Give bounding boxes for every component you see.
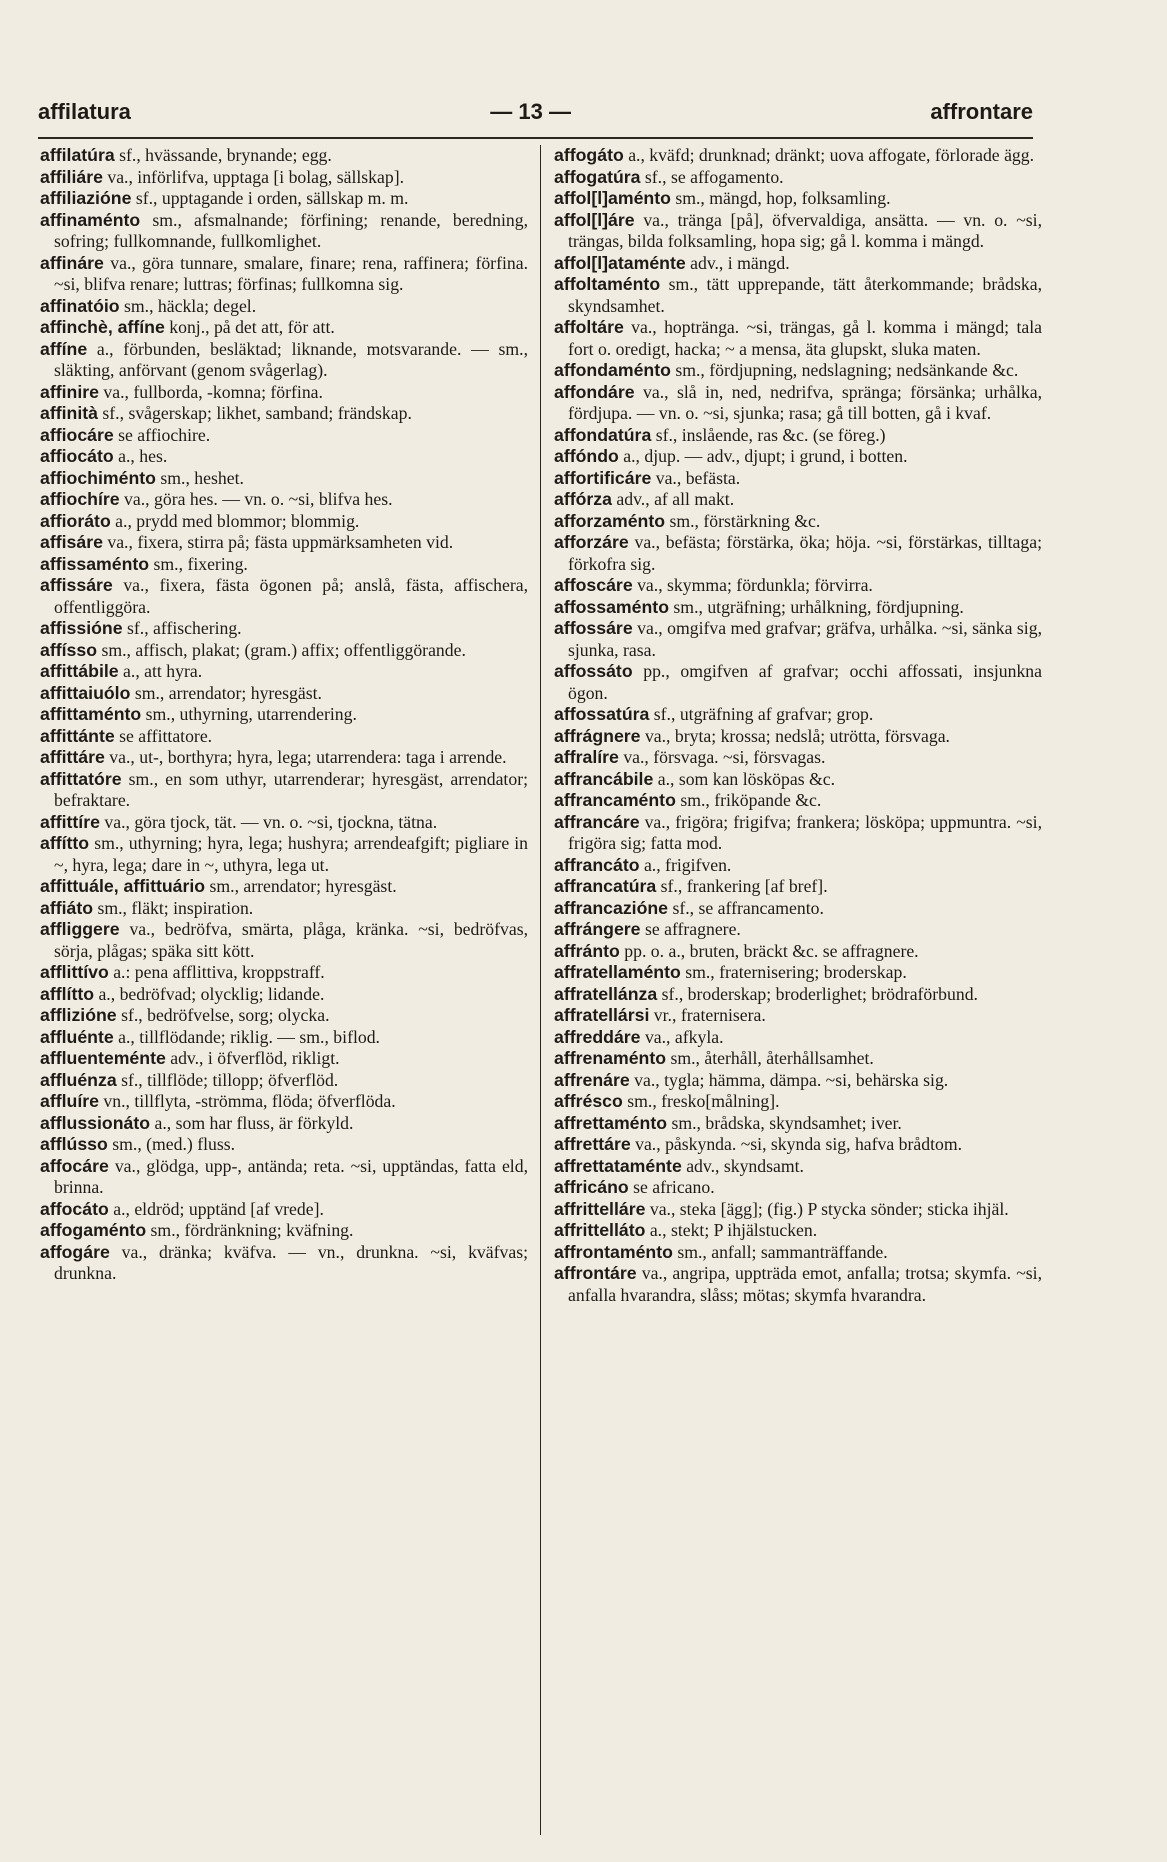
entry-headword: affrángere bbox=[554, 919, 641, 939]
dictionary-entry bbox=[554, 1242, 1042, 1264]
entry-headword: affinaménto bbox=[40, 209, 141, 230]
running-header bbox=[38, 92, 1033, 132]
entry-definition: va., försvaga. ~si, försvagas. bbox=[618, 747, 826, 767]
entry-headword: affinità bbox=[40, 403, 98, 423]
entry-definition: va., bryta; krossa; nedslå; utrötta, försvaga. bbox=[640, 725, 950, 746]
entry-headword: affocáto bbox=[40, 1198, 109, 1219]
entry-headword: affittábile bbox=[40, 661, 119, 681]
dictionary-entry bbox=[554, 941, 1042, 963]
entry-definition: a., stekt; P ihjälstucken. bbox=[645, 1220, 818, 1240]
entry-definition: a., eldröd; upptänd [af vrede]. bbox=[108, 1198, 324, 1219]
dictionary-entry bbox=[40, 575, 528, 618]
entry-headword: affogatúra bbox=[554, 166, 641, 187]
entry-definition: va., omgifva med grafvar; gräfva, urhålka. ~si, sänka sig, sjunka, rasa. bbox=[568, 618, 1042, 660]
entry-definition: sm., affisch, plakat; (gram.) affix; offentliggörande. bbox=[97, 639, 466, 660]
dictionary-entry bbox=[40, 726, 528, 748]
entry-definition: sm., fördränkning; kväfning. bbox=[146, 1220, 354, 1240]
entry-definition: va., befästa. bbox=[651, 467, 741, 488]
entry-definition: sf., affischering. bbox=[122, 618, 242, 638]
dictionary-entry bbox=[554, 984, 1042, 1006]
entry-headword: affluénza bbox=[40, 1069, 117, 1090]
entry-definition: se affragnere. bbox=[640, 919, 741, 939]
dictionary-entry bbox=[40, 339, 528, 382]
entry-definition: va., göra tunnare, smalare, finare; rena, raffinera; förfina. ~si, blifva renare; luttras; förfinas; fullkomna sig. bbox=[54, 252, 528, 294]
entry-headword: affittatóre bbox=[40, 768, 122, 789]
entry-headword: affrittelláto bbox=[554, 1220, 646, 1240]
dictionary-entry bbox=[554, 1113, 1042, 1135]
dictionary-entry bbox=[554, 1177, 1042, 1199]
entry-headword: affíne bbox=[40, 338, 88, 359]
entry-headword: affrettataménte bbox=[554, 1155, 682, 1176]
dictionary-entry bbox=[554, 1263, 1042, 1306]
dictionary-entry bbox=[40, 468, 528, 490]
dictionary-entry bbox=[554, 962, 1042, 984]
dictionary-entry bbox=[554, 188, 1042, 210]
entry-definition: sm., afsmalnande; förfining; renande, beredning, sofring; fullkomnande, fullkomlighet. bbox=[54, 209, 528, 251]
entry-definition: a., att hyra. bbox=[118, 661, 203, 681]
entry-definition: sf., se affrancamento. bbox=[668, 897, 824, 918]
entry-definition: sf., broderskap; broderlighet; brödraförbund. bbox=[657, 983, 978, 1004]
entry-headword: affogaménto bbox=[40, 1220, 147, 1240]
entry-headword: affrontaménto bbox=[554, 1241, 673, 1262]
entry-definition: sm., friköpande &c. bbox=[675, 790, 822, 810]
dictionary-entry bbox=[554, 425, 1042, 447]
dictionary-entry bbox=[40, 1134, 528, 1156]
dictionary-entry bbox=[40, 382, 528, 404]
dictionary-entry bbox=[554, 317, 1042, 360]
entry-definition: va., påskynda. ~si, skynda sig, hafva brådtom. bbox=[630, 1134, 963, 1154]
entry-definition: sm., utgräfning; urhålkning, fördjupning. bbox=[669, 596, 964, 617]
dictionary-entry bbox=[40, 1220, 528, 1242]
entry-headword: affrésco bbox=[554, 1091, 623, 1111]
entry-headword: affossaménto bbox=[554, 596, 669, 617]
entry-headword: affossáto bbox=[554, 661, 633, 681]
dictionary-entry bbox=[40, 188, 528, 210]
dictionary-entry bbox=[554, 446, 1042, 468]
entry-definition: sm., anfall; sammanträffande. bbox=[672, 1241, 888, 1262]
dictionary-entry bbox=[554, 511, 1042, 533]
entry-headword: affratellaménto bbox=[554, 962, 681, 982]
entry-headword: affol[l]ataménte bbox=[554, 252, 686, 273]
dictionary-entry bbox=[554, 898, 1042, 920]
entry-definition: sf., frankering [af bref]. bbox=[656, 876, 828, 896]
entry-definition: pp. o. a., bruten, bräckt &c. se affragnere. bbox=[619, 940, 919, 961]
entry-definition: sf., bedröfvelse, sorg; olycka. bbox=[116, 1005, 330, 1025]
dictionary-entry bbox=[40, 1242, 528, 1285]
entry-headword: affondáre bbox=[554, 381, 635, 402]
entry-headword: affoltáre bbox=[554, 317, 624, 337]
entry-definition: a., prydd med blommor; blommig. bbox=[110, 510, 360, 531]
entry-headword: affiochíre bbox=[40, 489, 120, 509]
dictionary-entry bbox=[554, 382, 1042, 425]
entry-headword: affiliáre bbox=[40, 166, 103, 187]
dictionary-entry bbox=[40, 1005, 528, 1027]
entry-headword: affol[l]áre bbox=[554, 209, 635, 230]
entry-headword: affinire bbox=[40, 381, 99, 402]
entry-headword: affluíre bbox=[40, 1091, 99, 1111]
entry-definition: sm., fixering. bbox=[149, 553, 248, 574]
dictionary-entry bbox=[40, 661, 528, 683]
dictionary-entry bbox=[554, 274, 1042, 317]
entry-headword: affortificáre bbox=[554, 467, 652, 488]
dictionary-entry bbox=[40, 1091, 528, 1113]
entry-headword: afforzaménto bbox=[554, 510, 666, 531]
entry-definition: sm., tätt upprepande, tätt återkommande; brådska, skyndsamhet. bbox=[568, 274, 1042, 316]
entry-definition: sf., tillflöde; tillopp; öfverflöd. bbox=[116, 1069, 339, 1090]
entry-definition: konj., på det att, för att. bbox=[164, 317, 335, 337]
entry-definition: a., förbunden, besläktad; liknande, motsvarande. — sm., släkting, anförvant (genom svågerlag). bbox=[54, 338, 528, 380]
header-left-guideword: affilatura bbox=[38, 99, 131, 124]
entry-definition: va., steka [ägg]; (fig.) P stycka sönder; sticka ihjäl. bbox=[645, 1198, 1009, 1219]
entry-headword: affratellánza bbox=[554, 983, 658, 1004]
dictionary-entry bbox=[554, 597, 1042, 619]
entry-definition: sm., (med.) fluss. bbox=[107, 1134, 236, 1154]
entry-headword: affissióne bbox=[40, 618, 123, 638]
dictionary-entry bbox=[40, 403, 528, 425]
entry-headword: affittíre bbox=[40, 811, 100, 832]
entry-definition: a., djup. — adv., djupt; i grund, i botten. bbox=[618, 446, 908, 466]
entry-headword: affrancazióne bbox=[554, 897, 669, 918]
dictionary-entry bbox=[554, 704, 1042, 726]
entry-definition: sm., häckla; degel. bbox=[119, 295, 257, 316]
entry-definition: va., göra tjock, tät. — vn. o. ~si, tjockna, tätna. bbox=[99, 811, 438, 832]
entry-headword: affralíre bbox=[554, 747, 619, 767]
entry-definition: va., ut-, borthyra; hyra, lega; utarrendera: taga i arrende. bbox=[104, 747, 507, 767]
dictionary-entry bbox=[554, 1220, 1042, 1242]
entry-definition: va., dränka; kväfva. — vn., drunkna. ~si, kväfvas; drunkna. bbox=[54, 1241, 528, 1283]
entry-definition: va., fixera, stirra på; fästa uppmärksamheten vid. bbox=[102, 532, 454, 552]
entry-definition: va., slå in, ned, nedrifva, spränga; försänka; urhålka, fördjupa. — vn. o. ~si, sjunka; rasa; gå till botten, gå i kvaf. bbox=[568, 381, 1042, 423]
entry-definition: sf., hvässande, brynande; egg. bbox=[114, 145, 332, 165]
dictionary-entry bbox=[554, 1005, 1042, 1027]
entry-definition: se africano. bbox=[628, 1177, 715, 1197]
dictionary-entry bbox=[554, 253, 1042, 275]
dictionary-entry bbox=[40, 876, 528, 898]
entry-headword: affoscáre bbox=[554, 575, 633, 595]
entry-headword: affóndo bbox=[554, 446, 619, 466]
left-column bbox=[40, 145, 528, 1835]
entry-definition: se affiochire. bbox=[113, 424, 211, 445]
dictionary-entry bbox=[40, 1070, 528, 1092]
dictionary-entry bbox=[40, 425, 528, 447]
entry-definition: a.: pena afflittiva, kroppstraff. bbox=[108, 962, 325, 982]
entry-definition: adv., af all makt. bbox=[612, 489, 735, 509]
entry-definition: vr., fraternisera. bbox=[649, 1005, 766, 1025]
dictionary-entry bbox=[554, 1134, 1042, 1156]
entry-headword: affinchè, affíne bbox=[40, 317, 165, 337]
entry-definition: a., tillflödande; riklig. — sm., biflod. bbox=[113, 1026, 380, 1047]
entry-headword: affreddáre bbox=[554, 1026, 641, 1047]
entry-definition: va., skymma; fördunkla; förvirra. bbox=[632, 575, 873, 595]
entry-headword: affissaménto bbox=[40, 553, 150, 574]
dictionary-entry bbox=[554, 1199, 1042, 1221]
entry-definition: adv., i mängd. bbox=[685, 252, 790, 273]
entry-definition: vn., tillflyta, -strömma, flöda; öfverflöda. bbox=[98, 1091, 396, 1111]
dictionary-entry bbox=[40, 962, 528, 984]
entry-definition: sm., arrendator; hyresgäst. bbox=[205, 876, 397, 896]
entry-headword: affissáre bbox=[40, 575, 113, 595]
entry-headword: affórza bbox=[554, 489, 612, 509]
entry-definition: sf., svågerskap; likhet, samband; frändskap. bbox=[97, 403, 412, 423]
dictionary-entry bbox=[554, 790, 1042, 812]
entry-headword: affináre bbox=[40, 252, 104, 273]
entry-definition: va., bedröfva, smärta, plåga, kränka. ~si, bedröfvas, sörja, plågas; späka sitt kött. bbox=[54, 919, 528, 961]
entry-definition: adv., skyndsamt. bbox=[681, 1155, 804, 1176]
dictionary-entry bbox=[40, 253, 528, 296]
dictionary-entry bbox=[554, 360, 1042, 382]
entry-headword: affittánte bbox=[40, 725, 115, 746]
entry-definition: sm., fläkt; inspiration. bbox=[93, 897, 254, 918]
entry-headword: affliggere bbox=[40, 919, 120, 939]
entry-headword: affrancaménto bbox=[554, 790, 676, 810]
entry-definition: va., angripa, uppträda emot, anfalla; trotsa; skymfa. ~si, anfalla hvarandra, slåss; mötas; skymfa hvarandra. bbox=[568, 1263, 1042, 1305]
entry-definition: a., som kan lösköpas &c. bbox=[653, 768, 836, 789]
entry-headword: affrenaménto bbox=[554, 1048, 667, 1068]
dictionary-entry bbox=[554, 1070, 1042, 1092]
entry-headword: affittaménto bbox=[40, 704, 142, 724]
page-number: — 13 — bbox=[490, 99, 571, 124]
entry-definition: sf., utgräfning af grafvar; grop. bbox=[649, 704, 874, 724]
dictionary-entry bbox=[554, 167, 1042, 189]
entry-definition: sm., återhåll, återhållsamhet. bbox=[666, 1048, 874, 1068]
entry-headword: affiochiménto bbox=[40, 467, 156, 488]
dictionary-entry bbox=[40, 317, 528, 339]
entry-definition: va., hopträngа. ~si, trängas, gå l. komma i mängd; tala fort o. oredigt, hacka; ~ a mensa, äta glupskt, sluka maten. bbox=[568, 317, 1042, 359]
dictionary-entry bbox=[40, 919, 528, 962]
entry-headword: affránto bbox=[554, 940, 620, 961]
entry-definition: sf., inslående, ras &c. (se föreg.) bbox=[651, 424, 886, 445]
entry-definition: sm., förstärkning &c. bbox=[665, 510, 821, 531]
dictionary-entry bbox=[40, 1156, 528, 1199]
dictionary-entry bbox=[40, 618, 528, 640]
dictionary-entry bbox=[40, 812, 528, 834]
dictionary-entry bbox=[554, 145, 1042, 167]
entry-headword: afflussionáto bbox=[40, 1112, 151, 1133]
entry-headword: affluénte bbox=[40, 1026, 114, 1047]
dictionary-entry bbox=[554, 489, 1042, 511]
dictionary-entry bbox=[40, 1113, 528, 1135]
dictionary-entry bbox=[554, 1027, 1042, 1049]
entry-headword: affrancáre bbox=[554, 811, 640, 832]
entry-definition: va., afkyla. bbox=[640, 1026, 724, 1047]
dictionary-entry bbox=[40, 446, 528, 468]
entry-headword: affrettaménto bbox=[554, 1112, 668, 1133]
dictionary-entry bbox=[40, 210, 528, 253]
entry-headword: affoltaménto bbox=[554, 274, 661, 294]
entry-definition: sm., arrendator; hyresgäst. bbox=[130, 682, 322, 703]
entry-definition: va., fullborda, -komna; förfina. bbox=[98, 381, 323, 402]
entry-definition: sm., fresko[målning]. bbox=[622, 1091, 780, 1111]
entry-definition: pp., omgifven af grafvar; occhi affossati, insjunkna ögon. bbox=[568, 661, 1042, 703]
entry-definition: a., hes. bbox=[113, 446, 168, 466]
dictionary-entry bbox=[554, 532, 1042, 575]
entry-headword: affísso bbox=[40, 639, 98, 660]
dictionary-entry bbox=[40, 747, 528, 769]
entry-headword: affrancáto bbox=[554, 854, 640, 875]
entry-definition: sm., en som uthyr, utarrenderar; hyresgäst, arrendator; befraktare. bbox=[54, 768, 528, 810]
entry-headword: affinatóio bbox=[40, 295, 120, 316]
entry-headword: affrancábile bbox=[554, 768, 654, 789]
entry-headword: affondatúra bbox=[554, 424, 652, 445]
entry-headword: affrágnere bbox=[554, 725, 641, 746]
dictionary-entry bbox=[554, 210, 1042, 253]
entry-headword: affratellársi bbox=[554, 1005, 650, 1025]
entry-definition: va., tygla; hämma, dämpa. ~si, behärska sig. bbox=[629, 1069, 949, 1090]
dictionary-entry bbox=[554, 726, 1042, 748]
entry-definition: sm., uthyrning; hyra, lega; hushyra; arrendeafgift; pigliare in ~, hyra, lega; dare in ~, uthyra, lega ut. bbox=[54, 833, 528, 875]
entry-headword: affrenáre bbox=[554, 1069, 630, 1090]
entry-headword: affioráto bbox=[40, 510, 111, 531]
entry-headword: affrancatúra bbox=[554, 876, 657, 896]
entry-headword: affiocáto bbox=[40, 446, 114, 466]
dictionary-entry bbox=[40, 532, 528, 554]
entry-headword: afflittívo bbox=[40, 962, 109, 982]
entry-headword: affrontáre bbox=[554, 1263, 637, 1283]
entry-headword: affittuále, affittuário bbox=[40, 876, 206, 896]
entry-definition: va., göra hes. — vn. o. ~si, blifva hes. bbox=[119, 489, 393, 509]
entry-headword: affogáre bbox=[40, 1241, 110, 1262]
entry-headword: affisáre bbox=[40, 532, 103, 552]
entry-headword: affondaménto bbox=[554, 360, 671, 380]
dictionary-entry bbox=[40, 769, 528, 812]
dictionary-entry bbox=[40, 145, 528, 167]
entry-definition: sf., upptagande i orden, sällskap m. m. bbox=[131, 188, 409, 208]
entry-headword: affocáre bbox=[40, 1155, 109, 1176]
entry-definition: a., bedröfvad; olycklig; lidande. bbox=[94, 983, 325, 1004]
dictionary-entry bbox=[40, 296, 528, 318]
entry-headword: affittáre bbox=[40, 747, 105, 767]
dictionary-entry bbox=[554, 575, 1042, 597]
entry-headword: affiliazióne bbox=[40, 188, 132, 208]
dictionary-entry bbox=[40, 984, 528, 1006]
dictionary-entry bbox=[554, 661, 1042, 704]
header-rule bbox=[38, 137, 1033, 139]
entry-headword: afflítto bbox=[40, 983, 95, 1004]
entry-definition: sm., heshet. bbox=[155, 467, 244, 488]
dictionary-entry bbox=[40, 640, 528, 662]
entry-headword: affogáto bbox=[554, 145, 624, 165]
dictionary-entry bbox=[554, 769, 1042, 791]
dictionary-entry bbox=[40, 511, 528, 533]
dictionary-entry bbox=[40, 554, 528, 576]
entry-definition: va., frigöra; frigifva; frankera; lösköpa; uppmuntra. ~si, frigöra sig; fatta mod. bbox=[568, 811, 1042, 853]
entry-headword: affricáno bbox=[554, 1177, 629, 1197]
entry-definition: va., fixera, fästa ögonen på; anslå, fästa, affischera, offentliggöra. bbox=[54, 575, 528, 617]
dictionary-entry bbox=[40, 1027, 528, 1049]
entry-headword: affiocáre bbox=[40, 424, 114, 445]
entry-headword: affossatúra bbox=[554, 704, 650, 724]
entry-headword: affilatúra bbox=[40, 145, 115, 165]
entry-definition: sm., fraternisering; broderskap. bbox=[680, 962, 907, 982]
entry-headword: affittaiuólo bbox=[40, 682, 131, 703]
dictionary-entry bbox=[40, 704, 528, 726]
entry-definition: va., införlifva, upptaga [i bolag, sällskap]. bbox=[102, 166, 405, 187]
dictionary-entry bbox=[554, 1091, 1042, 1113]
dictionary-entry bbox=[554, 747, 1042, 769]
dictionary-entry bbox=[40, 1048, 528, 1070]
dictionary-entry bbox=[40, 1199, 528, 1221]
dictionary-entry bbox=[40, 167, 528, 189]
entry-definition: a., frigifven. bbox=[639, 854, 732, 875]
entry-headword: afflizióne bbox=[40, 1005, 117, 1025]
entry-headword: affrettáre bbox=[554, 1134, 631, 1154]
entry-definition: va., befästa; förstärka, öka; höja. ~si, förstärkas, tilltaga; förkofra sig. bbox=[568, 532, 1042, 574]
dictionary-entry bbox=[554, 1048, 1042, 1070]
dictionary-entry bbox=[554, 1156, 1042, 1178]
dictionary-entry bbox=[554, 876, 1042, 898]
entry-headword: afflússo bbox=[40, 1134, 108, 1154]
entry-definition: se affittatore. bbox=[114, 725, 213, 746]
right-column bbox=[554, 145, 1042, 1835]
entry-headword: affossáre bbox=[554, 618, 633, 638]
entry-definition: sm., mängd, hop, folksamling. bbox=[670, 188, 891, 208]
header-right-guideword: affrontare bbox=[930, 99, 1033, 124]
entry-headword: affol[l]aménto bbox=[554, 188, 671, 208]
entry-headword: affrittelláre bbox=[554, 1198, 646, 1219]
entry-definition: sm., brådska, skyndsamhet; iver. bbox=[667, 1112, 902, 1133]
entry-definition: va., glödga, upp-, antända; reta. ~si, upptändas, fatta eld, brinna. bbox=[54, 1155, 528, 1197]
dictionary-entry bbox=[554, 468, 1042, 490]
entry-headword: affítto bbox=[40, 833, 90, 853]
dictionary-entry bbox=[554, 812, 1042, 855]
dictionary-entry bbox=[40, 898, 528, 920]
dictionary-entry bbox=[40, 489, 528, 511]
entry-headword: affluenteménte bbox=[40, 1048, 166, 1068]
dictionary-entry bbox=[554, 855, 1042, 877]
entry-definition: sm., fördjupning, nedslagning; nedsänkande &c. bbox=[670, 360, 1019, 380]
dictionary-entry bbox=[40, 833, 528, 876]
entry-headword: affiáto bbox=[40, 897, 94, 918]
entry-headword: afforzáre bbox=[554, 532, 629, 552]
column-divider bbox=[540, 145, 541, 1835]
dictionary-entry bbox=[554, 919, 1042, 941]
entry-definition: va., tränga [på], öfvervaldiga, ansätta. — vn. o. ~si, trängas, bilda folksamling, hopa sig; gå l. komma i mängd. bbox=[568, 209, 1042, 251]
entry-definition: sm., uthyrning, utarrendering. bbox=[141, 704, 357, 724]
entry-definition: a., som har fluss, är förkyld. bbox=[150, 1112, 354, 1133]
dictionary-entry bbox=[554, 618, 1042, 661]
entry-definition: adv., i öfverflöd, rikligt. bbox=[165, 1048, 340, 1068]
dictionary-entry bbox=[40, 683, 528, 705]
entry-definition: a., kväfd; drunknad; dränkt; uova affogate, förlorade ägg. bbox=[623, 145, 1035, 165]
entry-definition: sf., se affogamento. bbox=[640, 166, 784, 187]
